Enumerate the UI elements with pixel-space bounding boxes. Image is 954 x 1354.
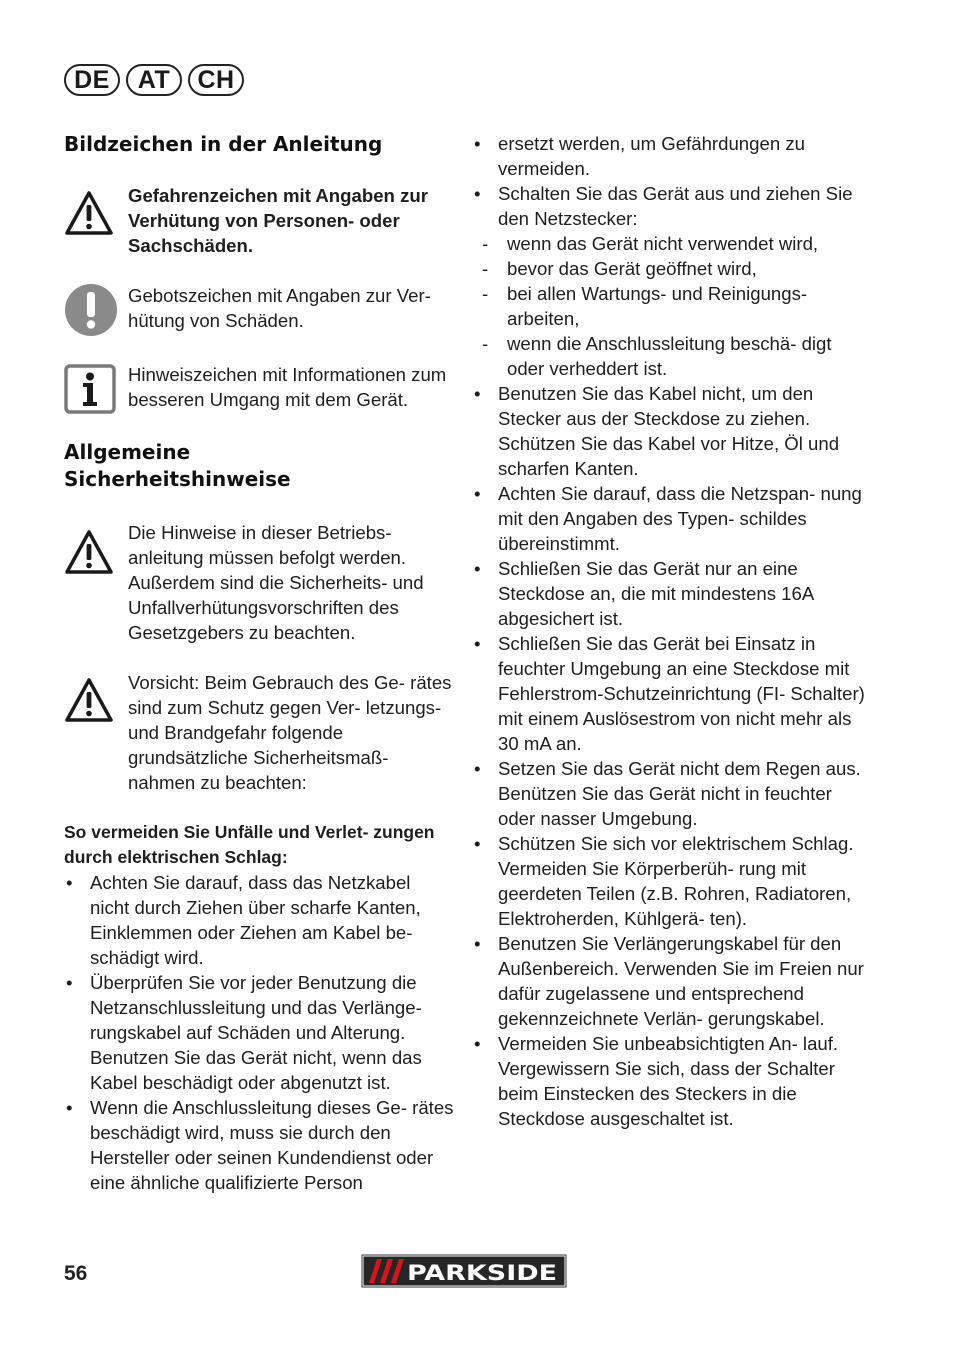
- right-column: [472, 131, 872, 1131]
- warning-text-2: Vorsicht: Beim Gebrauch des Ge- rätes sind zum Schutz gegen Ver- letzungs- und Brandgefahr folgende grundsätzliche Sicherheitsmaß- nahmen zu beachten:: [128, 672, 452, 793]
- dash-item: - wenn die Anschlussleitung beschä- digt oder verheddert ist.: [472, 331, 872, 381]
- list-item: • Achten Sie darauf, dass das Netzkabel nicht durch Ziehen über scharfe Kanten, Einklemmen oder Ziehen am Kabel be- schädigt wird.: [64, 870, 454, 970]
- dash-item: - wenn das Gerät nicht verwendet wird,: [472, 231, 872, 256]
- list-item: • Setzen Sie das Gerät nicht dem Regen aus. Benützen Sie das Gerät nicht in feuchter oder nasser Umgebung.: [472, 756, 872, 831]
- dash-item: - bei allen Wartungs- und Reinigungs- arbeiten,: [472, 281, 872, 331]
- list-item: • Achten Sie darauf, dass die Netzspan- nung mit den Angaben des Typen- schildes übereinstimmt.: [472, 481, 872, 556]
- continuation-text: ersetzt werden, um Gefährdungen zu vermeiden.: [498, 133, 805, 179]
- list-item: • Wenn die Anschlussleitung dieses Ge- rätes beschädigt wird, muss sie durch den Hersteller oder seinen Kundendienst oder eine ähnliche qualifizierte Person: [64, 1095, 454, 1195]
- symbol-row-mandatory: [64, 283, 454, 337]
- symbol-row-info: [64, 362, 454, 414]
- country-badge-ch: CH: [188, 64, 244, 96]
- symbol-text-danger: Gefahrenzeichen mit Angaben zur Verhütung von Personen- oder Sachschäden.: [128, 185, 428, 256]
- parkside-logo: [361, 1254, 567, 1288]
- symbol-text-info: Hinweiszeichen mit Informationen zum besseren Umgang mit dem Gerät.: [128, 364, 447, 410]
- left-column: [64, 131, 454, 1195]
- warning-triangle-icon: [64, 670, 128, 723]
- warning-row-1: [64, 520, 454, 645]
- country-badge-at: AT: [126, 64, 182, 96]
- list-item: • Schließen Sie das Gerät bei Einsatz in feuchter Umgebung an eine Steckdose mit Fehlerstrom-Schutzeinrichtung (FI- Schalter) mit einem Auslösestrom von nicht mehr als 30 mA an.: [472, 631, 872, 756]
- heading-pictograms: Bildzeichen in der Anleitung: [64, 132, 383, 156]
- list-item: [472, 181, 872, 381]
- list-item: • Überprüfen Sie vor jeder Benutzung die Netzanschlussleitung und das Verlänge- rungskabel auf Schäden und Alterung. Benutzen Sie das Gerät nicht, wenn das Kabel beschädigt oder abgenutzt ist.: [64, 970, 454, 1095]
- warning-row-2: [64, 670, 454, 795]
- list-item: • Benutzen Sie das Kabel nicht, um den Stecker aus der Steckdose zu ziehen. Schützen Sie das Kabel vor Hitze, Öl und scharfen Kanten.: [472, 381, 872, 481]
- warning-triangle-icon: [64, 183, 128, 236]
- heading-safety-line1: Allgemeine: [64, 440, 191, 464]
- country-badge-de: DE: [64, 64, 120, 96]
- heading-safety: [64, 439, 454, 493]
- right-bullet-list: [472, 131, 872, 1131]
- list-item: • Schützen Sie sich vor elektrischem Schlag. Vermeiden Sie Körperberüh- rung mit geerdeten Teilen (z.B. Rohren, Radiatoren, Elektroherden, Kühlgerä- ten).: [472, 831, 872, 931]
- symbol-row-danger: [64, 183, 454, 258]
- list-item-continuation: [472, 131, 872, 181]
- brand-name: PARKSIDE: [407, 1261, 557, 1285]
- list-item: • Schließen Sie das Gerät nur an eine Steckdose an, die mit mindestens 16A abgesichert ist.: [472, 556, 872, 631]
- heading-safety-line2: Sicherheitshinweise: [64, 467, 291, 491]
- dash-item: - bevor das Gerät geöffnet wird,: [472, 256, 872, 281]
- symbol-text-mandatory: Gebotszeichen mit Angaben zur Ver- hütung von Schäden.: [128, 285, 431, 331]
- warning-triangle-icon: [64, 520, 128, 575]
- subheading-electric-shock: So vermeiden Sie Unfälle und Verlet- zungen durch elektrischen Schlag:: [64, 822, 435, 867]
- bullet-switch-text: Schalten Sie das Gerät aus und ziehen Sie den Netzstecker:: [498, 183, 853, 229]
- list-item: • Benutzen Sie Verlängerungskabel für den Außenbereich. Verwenden Sie im Freien nur dafür zugelassene und entsprechend gekennzeichnete Verlän- gerungskabel.: [472, 931, 872, 1031]
- warning-text-1: Die Hinweise in dieser Betriebs- anleitung müssen befolgt werden. Außerdem sind die Sicherheits- und Unfallverhütungsvorschriften des Gesetzgebers zu beachten.: [128, 522, 424, 643]
- left-bullet-list: [64, 870, 454, 1195]
- list-item: • Vermeiden Sie unbeabsichtigten An- lauf. Vergewissern Sie sich, dass der Schalter beim Einstecken des Steckers in die Steckdose ausgeschaltet ist.: [472, 1031, 872, 1131]
- info-icon: [64, 362, 128, 414]
- page-number: 56: [64, 1262, 88, 1285]
- mandatory-sign-icon: [64, 283, 128, 337]
- country-badges: [64, 64, 244, 96]
- dash-list: [472, 231, 872, 381]
